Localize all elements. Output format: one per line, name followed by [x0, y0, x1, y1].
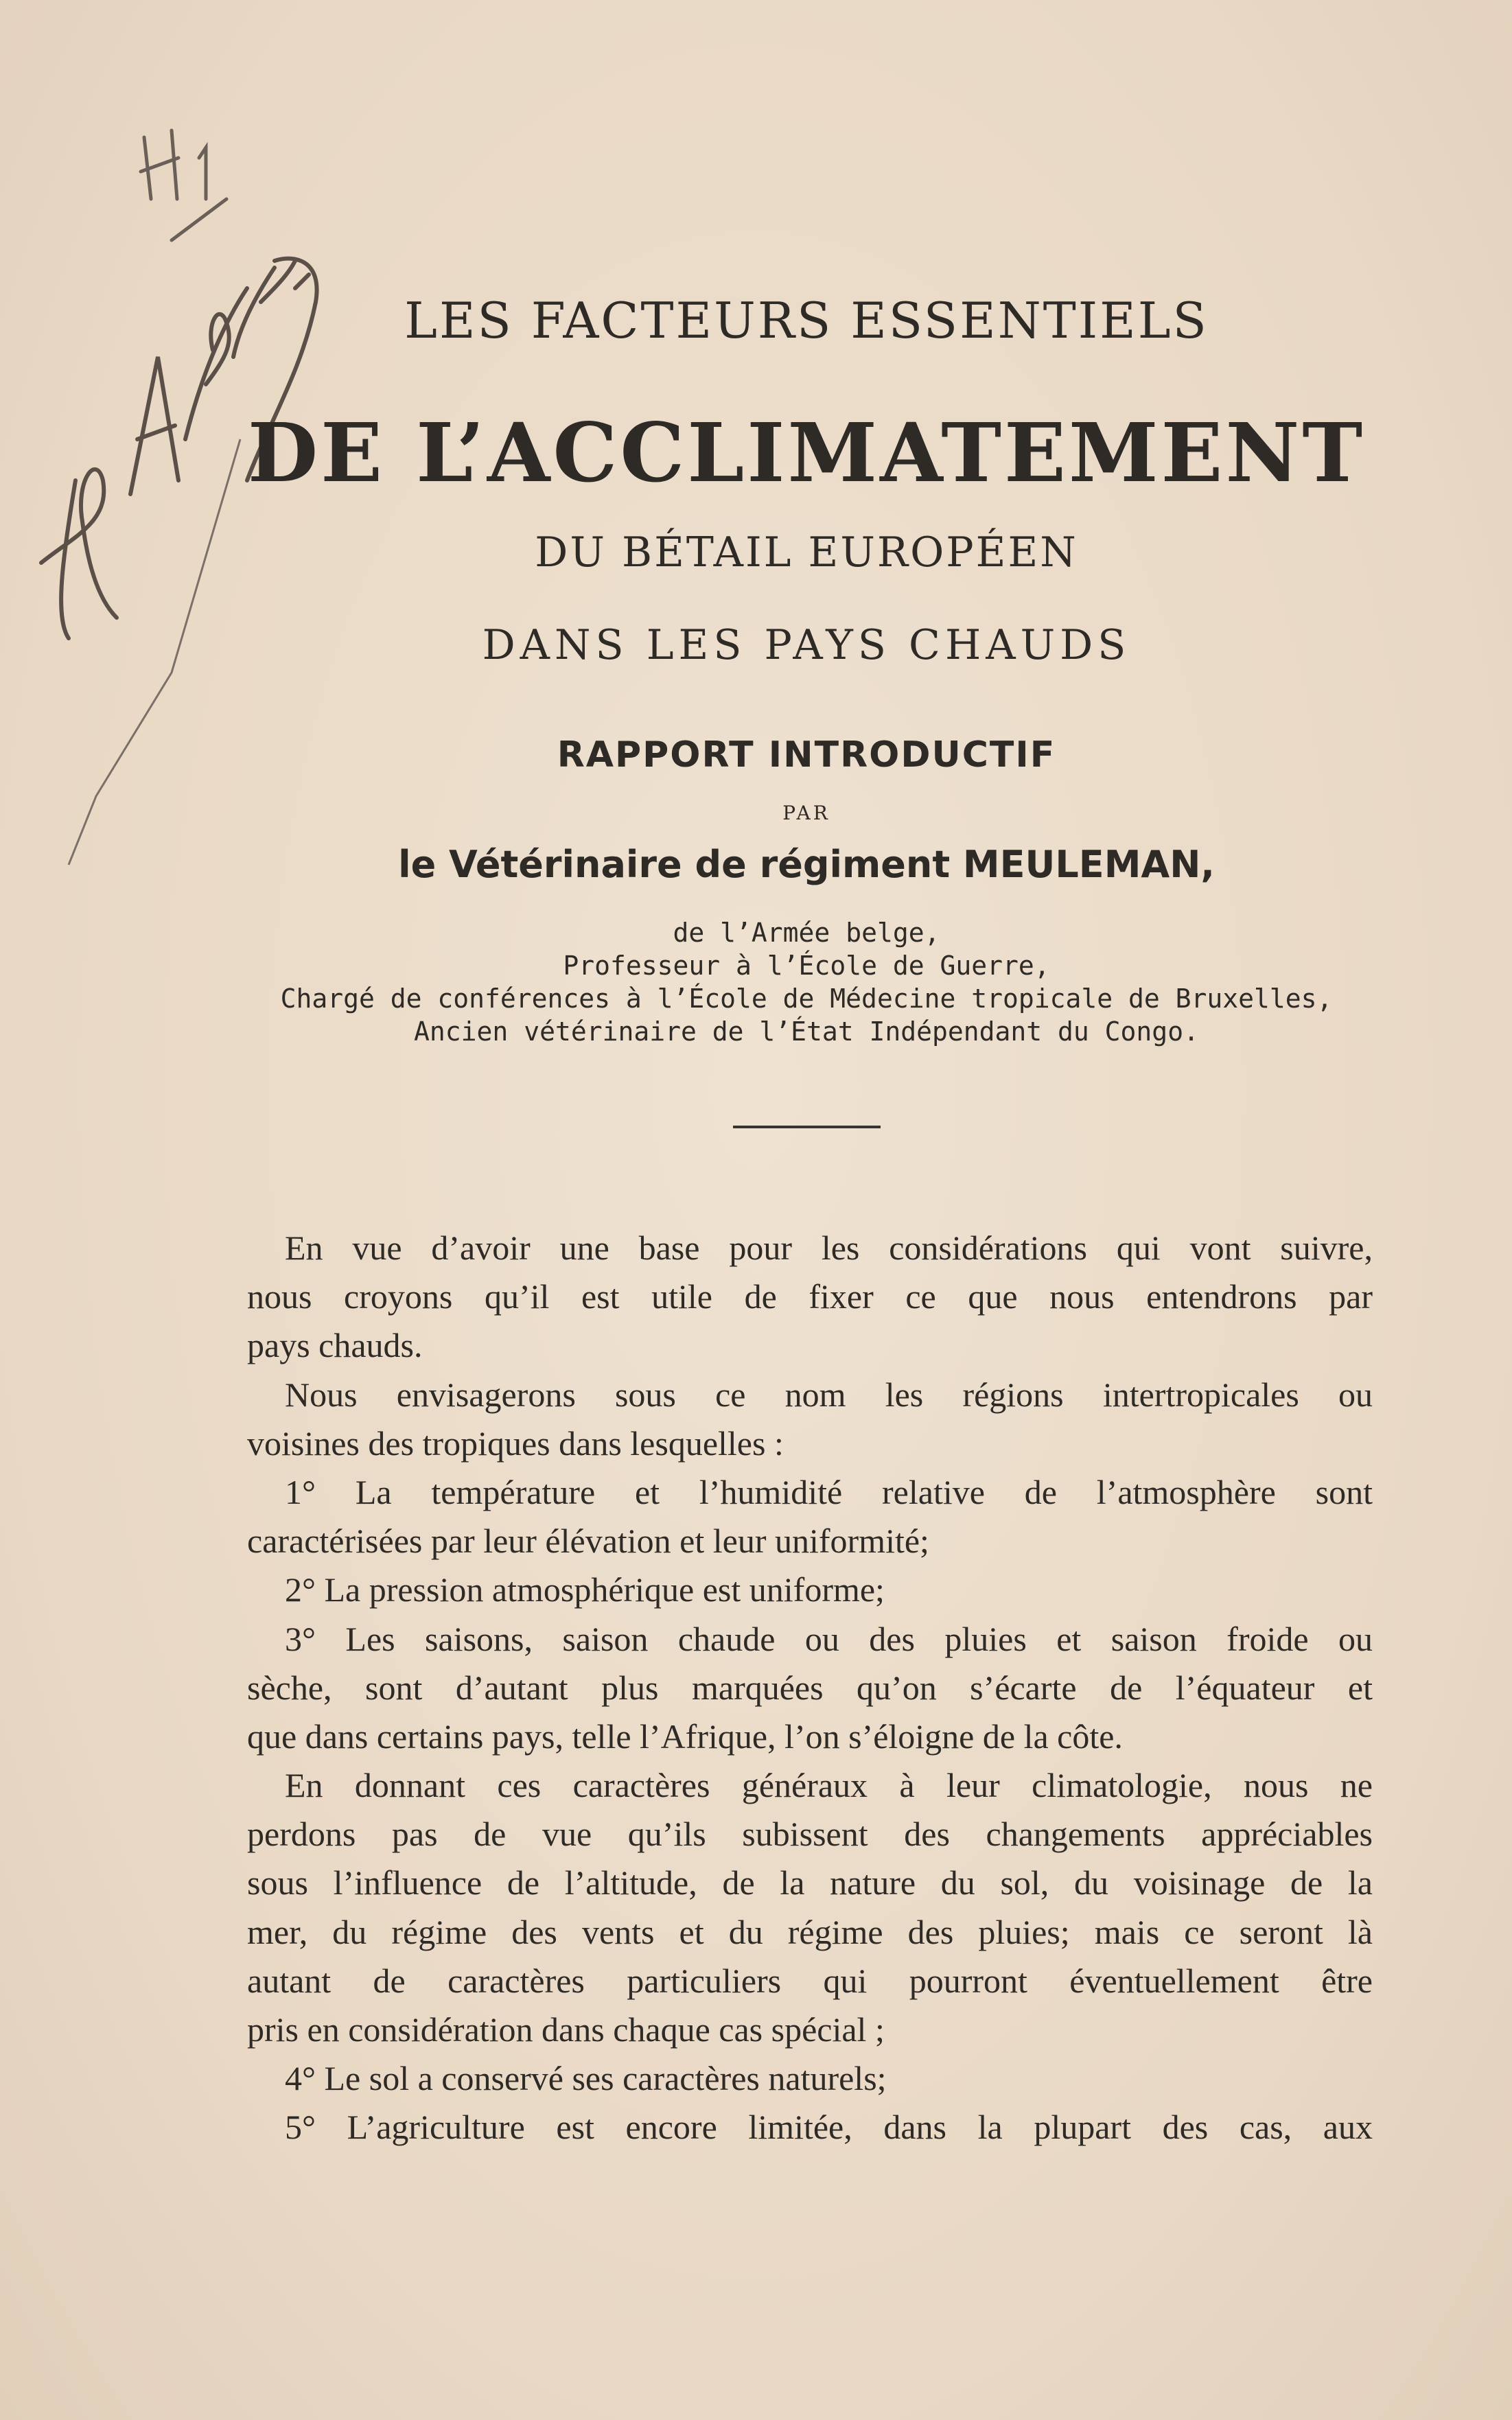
body-line: pays chauds. — [247, 1326, 423, 1365]
body-line: voisines des tropiques dans lesquelles : — [247, 1423, 784, 1463]
body-line: 3° Les saisons, saison chaude ou des pluies et saison froide ou — [285, 1619, 1373, 1658]
body-line: 2° La pression atmosphérique est uniforme; — [285, 1570, 885, 1609]
body-line: Nous envisagerons sous ce nom les régions intertropicales ou — [285, 1375, 1373, 1414]
affiliation-line: Chargé de conférences à l’École de Médecine tropicale de Bruxelles, — [280, 984, 1333, 1014]
section-divider — [733, 1126, 881, 1128]
body-line: En donnant ces caractères généraux à leur climatologie, nous ne — [285, 1766, 1373, 1805]
body-line: perdons pas de vue qu’ils subissent des changements appréciables — [247, 1815, 1373, 1854]
body-line: caractérisées par leur élévation et leur uniformité; — [247, 1522, 929, 1561]
title-line-4: DANS LES PAYS CHAUDS — [482, 621, 1131, 669]
title-line-1: LES FACTEURS ESSENTIELS — [404, 292, 1209, 349]
author-name: le Vétérinaire de régiment MEULEMAN, — [398, 843, 1215, 886]
report-type: RAPPORT INTRODUCTIF — [557, 734, 1056, 776]
body-line: 4° Le sol a conservé ses caractères naturels; — [285, 2059, 887, 2098]
body-line: pris en considération dans chaque cas spécial ; — [247, 2010, 885, 2049]
body-line: En vue d’avoir une base pour les considérations qui vont suivre, — [285, 1229, 1373, 1267]
body-line: 5° L’agriculture est encore limitée, dans la plupart des cas, aux — [285, 2108, 1373, 2147]
body-line: nous croyons qu’il est utile de fixer ce que nous entendrons par — [247, 1277, 1373, 1316]
body-line: autant de caractères particuliers qui pourront éventuellement être — [247, 1961, 1373, 2000]
author-affiliations — [206, 916, 1407, 1048]
affiliation-line: Ancien vétérinaire de l’État Indépendant du Congo. — [414, 1016, 1199, 1047]
par-label: PAR — [782, 802, 830, 824]
body-line: mer, du régime des vents et du régime des pluies; mais ce seront là — [247, 1912, 1373, 1951]
affiliation-line: Professeur à l’École de Guerre, — [563, 951, 1050, 981]
body-line: sous l’influence de l’altitude, de la nature du sol, du voisinage de la — [247, 1863, 1373, 1903]
body-line: 1° La température et l’humidité relative de l’atmosphère sont — [285, 1472, 1373, 1511]
body-text — [247, 1224, 1373, 2152]
shelf-mark-handwriting — [141, 130, 226, 240]
body-line: que dans certains pays, telle l’Afrique, l’on s’éloigne de la côte. — [247, 1717, 1123, 1756]
title-line-2: DE L’ACCLIMATEMENT — [247, 405, 1366, 500]
body-line: sèche, sont d’autant plus marquées qu’on s’écarte de l’équateur et — [247, 1668, 1373, 1707]
affiliation-line: de l’Armée belge, — [673, 918, 940, 948]
title-line-3: DU BÉTAIL EUROPÉEN — [535, 528, 1078, 577]
